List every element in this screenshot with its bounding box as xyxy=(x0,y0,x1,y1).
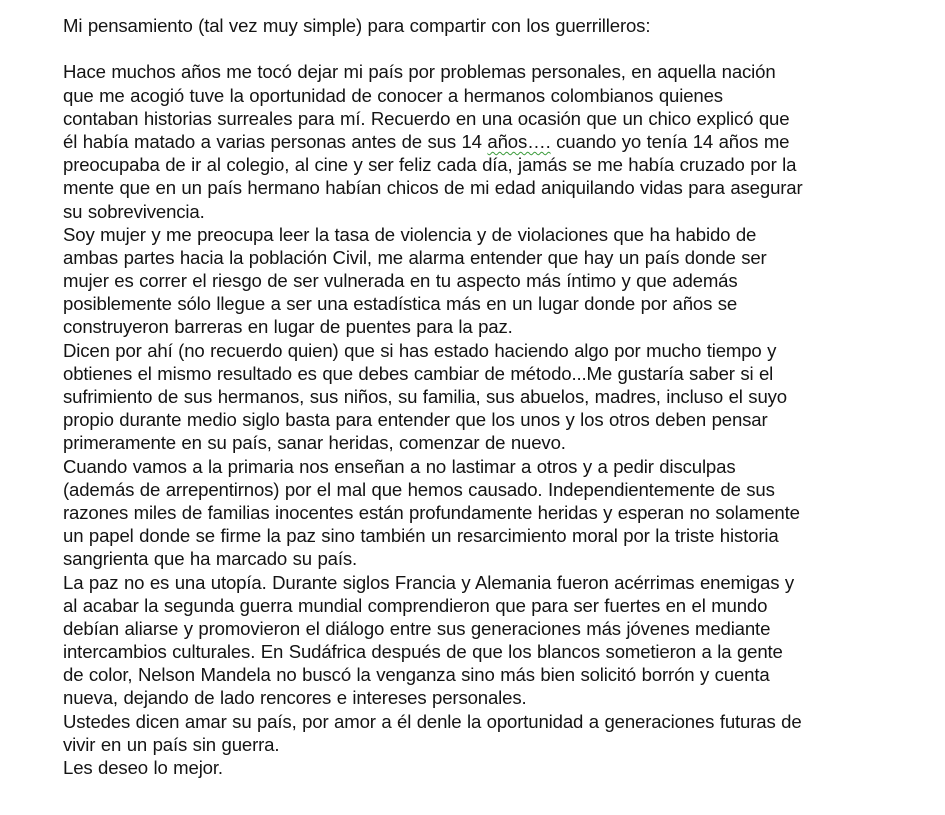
text-line: primeramente en su país, sanar heridas, comenzar de nuevo. xyxy=(63,432,566,454)
text-line: Hace muchos años me tocó dejar mi país por problemas personales, en aquella nación xyxy=(63,61,776,83)
blank-line xyxy=(63,37,933,60)
paragraph xyxy=(63,455,933,571)
text-line: de color, Nelson Mandela no buscó la venganza sino más bien solicitó borrón y cuenta xyxy=(63,664,770,686)
text-line: (además de arrepentirnos) por el mal que hemos causado. Independientemente de sus xyxy=(63,478,775,500)
text-line: intercambios culturales. En Sudáfrica después de que los blancos sometieron a la gente xyxy=(63,641,783,663)
text-line: razones miles de familias inocentes están profundamente heridas y esperan no solamente xyxy=(63,501,800,523)
text-line: vivir en un país sin guerra. xyxy=(63,733,280,755)
text-segment: cuando yo tenía 14 años me xyxy=(550,130,790,152)
text-line: que me acogió tuve la oportunidad de conocer a hermanos colombianos quienes xyxy=(63,84,723,106)
text-line: al acabar la segunda guerra mundial comprendieron que para ser fuertes en el mundo xyxy=(63,594,768,616)
text-line: nueva, dejando de lado rencores e intereses personales. xyxy=(63,687,527,709)
text-line: posiblemente sólo llegue a ser una estadística más en un lugar donde por años se xyxy=(63,293,738,315)
text-line: mujer es correr el riesgo de ser vulnerada en tu aspecto más íntimo y que además xyxy=(63,270,738,292)
text-line: contaban historias surreales para mí. Recuerdo en una ocasión que un chico explicó que xyxy=(63,107,790,129)
text-line: propio durante medio siglo basta para entender que los unos y los otros deben pensar xyxy=(63,409,768,431)
text-line xyxy=(63,130,933,153)
closing-line: Les deseo lo mejor. xyxy=(63,757,223,778)
text-line: obtienes el mismo resultado es que debes cambiar de método...Me gustaría saber si el xyxy=(63,362,774,384)
text-line: ambas partes hacia la población Civil, me alarma entender que hay un país donde ser xyxy=(63,246,767,268)
paragraph xyxy=(63,571,933,710)
text-line: Ustedes dicen amar su país, por amor a él denle la oportunidad a generaciones futuras de xyxy=(63,710,802,732)
text-line: preocupaba de ir al colegio, al cine y ser feliz cada día, jamás se me había cruzado por la xyxy=(63,154,797,176)
text-line: La paz no es una utopía. Durante siglos Francia y Alemania fueron acérrimas enemigas y xyxy=(63,571,795,593)
text-line: debían aliarse y promovieron el diálogo entre sus generaciones más jóvenes mediante xyxy=(63,617,771,639)
text-segment: él había matado a varias personas antes de sus 14 xyxy=(63,130,488,152)
text-line: Dicen por ahí (no recuerdo quien) que si has estado haciendo algo por mucho tiempo y xyxy=(63,339,777,361)
text-line: un papel donde se firme la paz sino también un resarcimiento moral por la triste historia xyxy=(63,525,779,547)
paragraph xyxy=(63,339,933,455)
spellcheck-flagged-word[interactable]: años…. xyxy=(487,130,551,152)
paragraph xyxy=(63,223,933,339)
paragraph xyxy=(63,710,933,756)
text-line: Cuando vamos a la primaria nos enseñan a no lastimar a otros y a pedir disculpas xyxy=(63,455,736,477)
text-line: mente que en un país hermano habían chicos de mi edad aniquilando vidas para asegurar xyxy=(63,177,803,199)
text-line: Soy mujer y me preocupa leer la tasa de violencia y de violaciones que ha habido de xyxy=(63,223,757,245)
text-line: construyeron barreras en lugar de puentes para la paz. xyxy=(63,316,513,338)
text-line: su sobrevivencia. xyxy=(63,200,205,222)
text-line: sufrimiento de sus hermanos, sus niños, su familia, sus abuelos, madres, incluso el suyo xyxy=(63,386,787,407)
text-line: sangrienta que ha marcado su país. xyxy=(63,548,358,570)
intro-line: Mi pensamiento (tal vez muy simple) para compartir con los guerrilleros: xyxy=(63,15,651,36)
document-body xyxy=(63,14,933,779)
paragraph xyxy=(63,60,933,222)
